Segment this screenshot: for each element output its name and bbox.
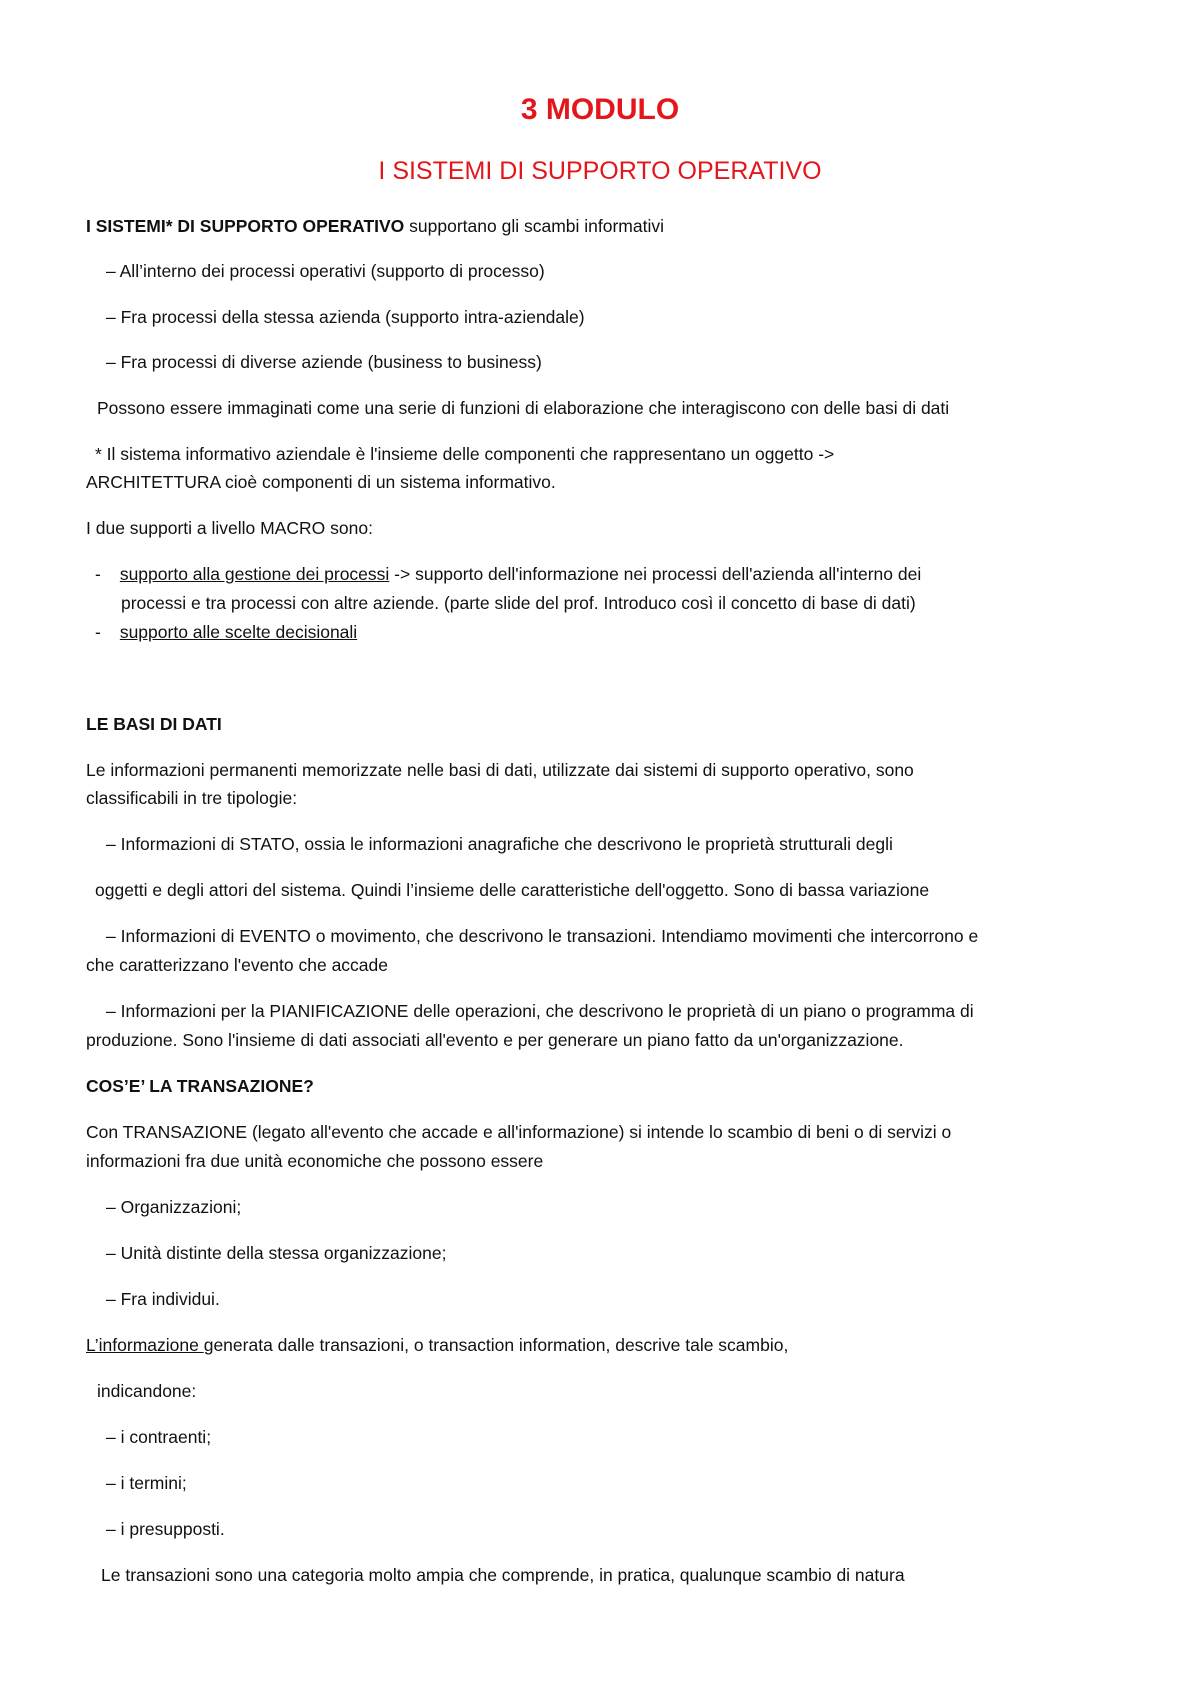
list-item: – Organizzazioni; <box>106 1197 242 1217</box>
info-evento-line-1: – Informazioni di EVENTO o movimento, che descrivono le transazioni. Intendiamo movimenti che intercorrono e <box>106 926 979 946</box>
possono-paragraph: Possono essere immaginati come una serie di funzioni di elaborazione che interagiscono con delle basi di dati <box>97 398 950 418</box>
basi-paragraph-line-1: Le informazioni permanenti memorizzate nelle basi di dati, utilizzate dai sistemi di supporto operativo, sono <box>86 760 914 780</box>
bullet-dash: - <box>95 564 101 584</box>
document-subtitle: I SISTEMI DI SUPPORTO OPERATIVO <box>378 157 822 185</box>
info-stato-line-2: oggetti e degli attori del sistema. Quindi l’insieme delle caratteristiche dell'oggetto. Sono di bassa variazione <box>95 880 930 900</box>
transazione-paragraph-line-2: informazioni fra due unità economiche che possono essere <box>86 1151 544 1171</box>
footnote-line-2: ARCHITETTURA cioè componenti di un sistema informativo. <box>86 472 556 492</box>
macro-item-1-continuation: processi e tra processi con altre aziende. (parte slide del prof. Introduco così il concetto di base di dati) <box>121 593 916 613</box>
intro-rest: supportano gli scambi informativi <box>404 216 664 236</box>
info-stato-line-1: – Informazioni di STATO, ossia le informazioni anagrafiche che descrivono le proprietà strutturali degli <box>106 834 893 854</box>
macro-link-gestione-processi: supporto alla gestione dei processi <box>119 564 390 584</box>
intro-bold-term: I SISTEMI* DI SUPPORTO OPERATIVO <box>86 216 405 236</box>
list-item: – Fra individui. <box>106 1289 220 1309</box>
list-item: – Unità distinte della stessa organizzazione; <box>106 1243 447 1263</box>
list-item: – i termini; <box>106 1473 187 1493</box>
info-pianificazione-line-2: produzione. Sono l'insieme di dati associati all'evento e per generare un piano fatto da un'organizzazione. <box>86 1030 904 1050</box>
list-item: – i contraenti; <box>106 1427 212 1447</box>
intro-paragraph <box>86 214 664 238</box>
macro-item-1-rest: -> supporto dell'informazione nei processi dell'azienda all'interno dei <box>389 564 922 584</box>
macro-intro: I due supporti a livello MACRO sono: <box>86 518 373 538</box>
list-item: – Fra processi della stessa azienda (supporto intra-aziendale) <box>106 307 585 327</box>
indicandone-label: indicandone: <box>97 1381 197 1401</box>
informazione-paragraph <box>86 1333 788 1357</box>
list-item: – Fra processi di diverse aziende (business to business) <box>106 352 542 372</box>
section-heading-basi-di-dati: LE BASI DI DATI <box>86 714 222 734</box>
informazione-rest: generata dalle transazioni, o transaction information, descrive tale scambio, <box>203 1335 789 1355</box>
info-evento-line-2: che caratterizzano l'evento che accade <box>86 955 388 975</box>
section-heading-transazione: COS’E’ LA TRANSAZIONE? <box>86 1076 314 1096</box>
list-item: – All’interno dei processi operativi (supporto di processo) <box>106 261 545 281</box>
macro-item-2 <box>95 620 357 644</box>
transazioni-last-paragraph: Le transazioni sono una categoria molto ampia che comprende, in pratica, qualunque scambio di natura <box>101 1565 905 1585</box>
list-item: – i presupposti. <box>106 1519 225 1539</box>
bullet-dash: - <box>95 622 101 642</box>
informazione-link: L’informazione <box>86 1335 204 1355</box>
macro-link-scelte-decisionali: supporto alle scelte decisionali <box>119 622 358 642</box>
document-title: 3 MODULO <box>520 93 680 126</box>
basi-paragraph-line-2: classificabili in tre tipologie: <box>86 788 298 808</box>
macro-item-1 <box>95 562 921 586</box>
info-pianificazione-line-1: – Informazioni per la PIANIFICAZIONE delle operazioni, che descrivono le proprietà di un piano o programma di <box>106 1001 974 1021</box>
transazione-paragraph-line-1: Con TRANSAZIONE (legato all'evento che accade e all'informazione) si intende lo scambio di beni o di servizi o <box>86 1122 952 1142</box>
footnote-line-1: * Il sistema informativo aziendale è l'insieme delle componenti che rappresentano un oggetto -> <box>95 444 835 464</box>
